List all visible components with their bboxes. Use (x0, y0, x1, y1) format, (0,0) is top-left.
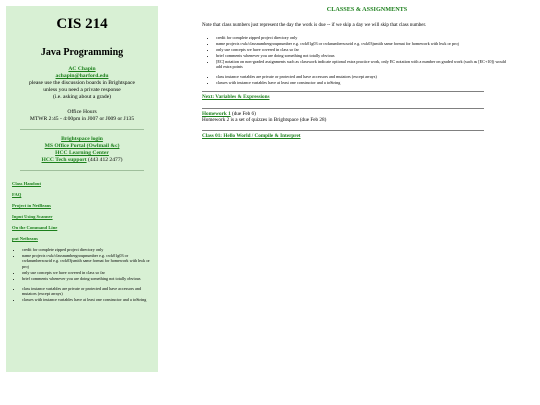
nav-faq[interactable]: FAQ (12, 192, 22, 197)
tech-support-phone: (443 412 2477) (86, 157, 123, 163)
rules-list (202, 35, 512, 85)
resource-links (12, 136, 152, 164)
list-item: • only use concepts we have covered in class so far (22, 270, 152, 275)
divider (202, 91, 484, 92)
contact-note: please use the discussion boards in Brightspace (29, 80, 135, 86)
homework-1-link[interactable]: Homework 1 (202, 111, 231, 117)
sidebar-nav (12, 181, 152, 241)
tech-support-link[interactable]: HCC Tech support (41, 157, 87, 163)
course-name: Java Programming (40, 47, 124, 58)
sidebar-notes (12, 247, 152, 303)
list-item: • classes with instance variables have at least one constructor and a toString (22, 297, 152, 302)
page-title: CLASSES & ASSIGNMENTS (326, 6, 408, 13)
next-topic-link[interactable]: Next: Variables & Expressions (202, 94, 270, 100)
spacer (216, 70, 512, 73)
main-content (202, 6, 512, 139)
divider (20, 129, 144, 130)
list-item: • brief comments whenever you are doing something not totally obvious (22, 276, 152, 281)
class-01-link[interactable]: Class 01: Hello World / Compile & Interpret (202, 132, 301, 139)
divider (20, 170, 144, 171)
list-item: • credit for complete zipped project directory only (216, 35, 512, 40)
sidebar (6, 6, 158, 372)
office-hours-text: MTWR 2:45 - 4:00pm in J007 or J009 or J135 (29, 116, 135, 122)
contact-note: unless you need a private response (43, 87, 121, 93)
nav-put-netbeans[interactable]: put Netbeans (12, 236, 38, 241)
list-item: • classes with instance variables have at least one constructor and a toString (216, 80, 512, 85)
list-item: • name projects cwk/classnumbergroupnumber e.g. cwk01g03 or cwknumberscurid e.g. cwk03jsmith same format for homework with hwk or proj (216, 41, 512, 46)
list-item: • brief comments whenever you are doing something not totally obvious (216, 53, 512, 58)
list-item: • only use concepts we have covered in class so far (216, 47, 512, 52)
divider (202, 108, 484, 109)
course-number: CIS 214 (56, 16, 108, 32)
instructor-link[interactable]: AC Chapin (68, 66, 96, 72)
office-hours (12, 109, 152, 123)
homework-1-due: (due Feb 6) (230, 111, 256, 117)
nav-input-scanner[interactable]: Input Using Scanner (12, 214, 53, 219)
ms-office-link[interactable]: MS Office Portal (Owlmail &c) (44, 143, 120, 149)
homework-2-desc: Homework 2 is a set of quizzes in Brightspace (due Feb 28) (202, 117, 327, 124)
nav-class-handout[interactable]: Class Handout (12, 181, 41, 186)
class-number-note: Note that class numbers just represent the day the work is due -- if we skip a day we will skip that class number. (202, 23, 427, 28)
contact-block (12, 66, 152, 101)
office-hours-title: Office Hours (67, 109, 97, 115)
brightspace-link[interactable]: Brightspace login (61, 136, 103, 142)
learning-center-link[interactable]: HCC Learning Center (55, 150, 109, 156)
list-item: • class instance variables are private or protected and have accessors and mutators (except arrays) (22, 286, 152, 297)
list-item: • class instance variables are private or protected and have accessors and mutators (except arrays) (216, 74, 512, 79)
list-item: • name projects cwk/classnumbergroupnumber e.g. cwk01g03 or cwknumberscurid e.g. cwk03jsmith same format for homework with hwk or proj (22, 253, 152, 269)
divider (202, 130, 484, 131)
email-link[interactable]: achapin@harford.edu (55, 73, 109, 79)
list-item: • credit for complete zipped project directory only (22, 247, 152, 252)
nav-project-netbeans[interactable]: Project in NetBeans (12, 203, 51, 208)
contact-note: (i.e. asking about a grade) (52, 94, 112, 100)
homework-block (202, 111, 512, 124)
nav-command-line[interactable]: On the Command Line (12, 225, 58, 230)
list-item: • [EC] notation on non-graded assignments such as classwork indicate optional extra practice work, only EC notation with a number on graded work (such as [EC+10]) would add extra points (216, 59, 512, 69)
spacer (22, 281, 152, 285)
